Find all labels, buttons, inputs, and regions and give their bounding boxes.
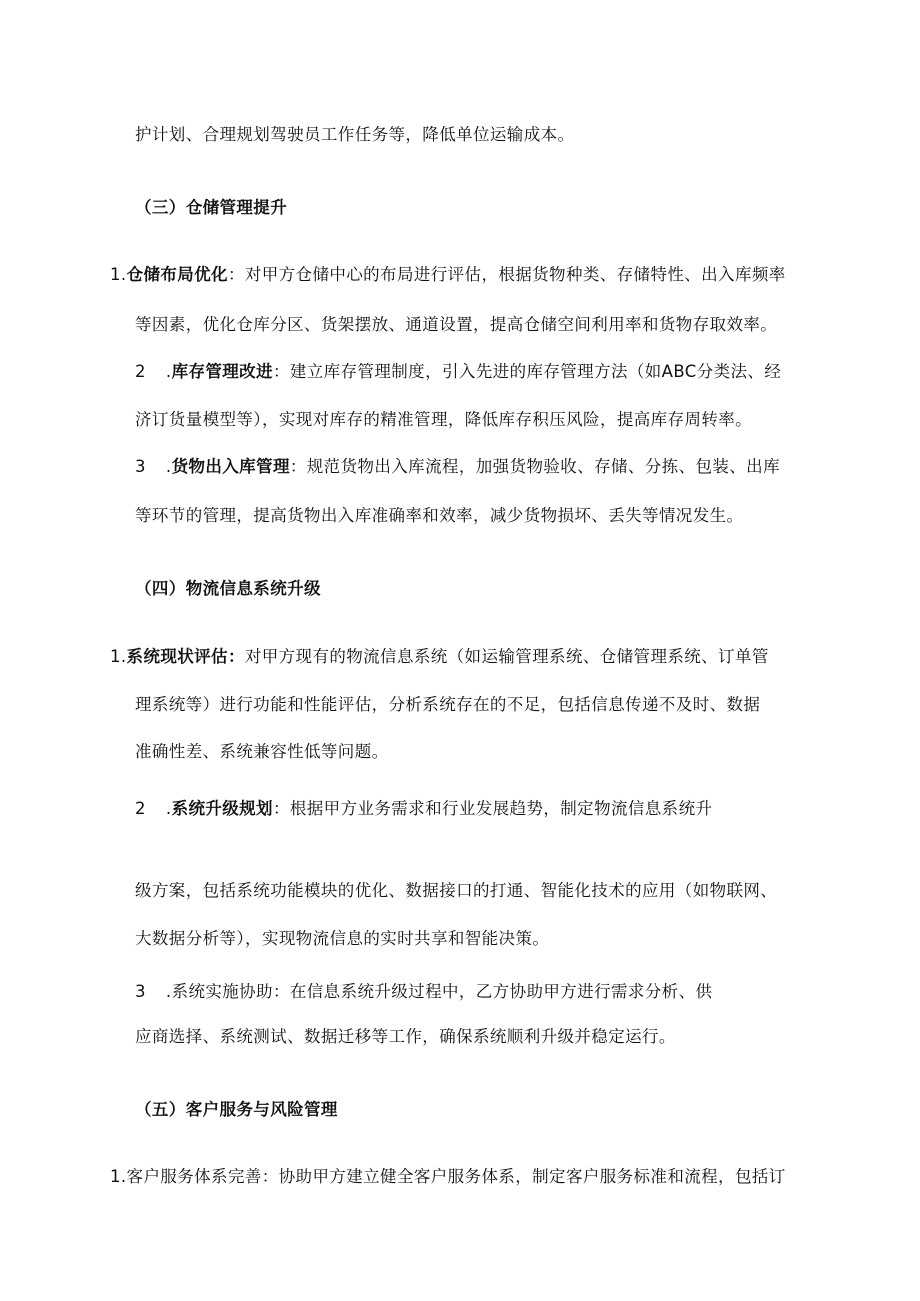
paragraph-line: 等因素，优化仓库分区、货架摆放、通道设置，提高仓储空间利用率和货物存取效率。	[135, 315, 778, 334]
item-number: 1.	[110, 647, 127, 666]
item-dot: .	[165, 799, 172, 818]
item-title: 系统实施协助：	[171, 982, 290, 1001]
list-item	[135, 981, 712, 1003]
section-heading: （四）物流信息系统升级	[135, 579, 321, 598]
item-number: 2	[135, 799, 146, 818]
list-item	[135, 361, 781, 383]
section-heading: （三）仓储管理提升	[135, 198, 288, 217]
list-item	[110, 646, 769, 668]
section-heading: （五）客户服务与风险管理	[135, 1100, 338, 1119]
item-text: 对甲方仓储中心的布局进行评估，根据货物种类、存储特性、出入库频率	[244, 265, 786, 284]
item-title: 货物出入库管理	[171, 457, 290, 476]
paragraph-line: 等环节的管理，提高货物出入库准确率和效率，减少货物损坏、丢失等情况发生。	[135, 506, 744, 525]
paragraph-line: 应商选择、系统测试、数据迁移等工作，确保系统顺利升级并稳定运行。	[135, 1027, 676, 1046]
item-text: 根据甲方业务需求和行业发展趋势，制定物流信息系统升	[289, 799, 713, 818]
list-item	[110, 264, 786, 286]
item-number: 1.	[110, 1167, 127, 1186]
item-title: 客户服务体系完善：	[126, 1167, 279, 1186]
item-number: 1.	[110, 265, 127, 284]
paragraph-line: 级方案，包括系统功能模块的优化、数据接口的打通、智能化技术的应用（如物联网、	[135, 881, 778, 900]
item-title: 系统升级规划	[171, 799, 273, 818]
item-title: 系统现状评估：	[126, 647, 245, 666]
paragraph-line: 济订货量模型等），实现对库存的精准管理，降低库存积压风险，提高库存周转率。	[135, 410, 753, 429]
paragraph-line: 大数据分析等），实现物流信息的实时共享和智能决策。	[135, 929, 550, 948]
item-separator: ：	[289, 457, 307, 476]
item-dot: .	[165, 362, 172, 381]
item-separator: ：	[227, 265, 245, 284]
item-text: 在信息系统升级过程中，乙方协助甲方进行需求分析、供	[289, 982, 713, 1001]
item-separator: ：	[272, 799, 290, 818]
paragraph-line: 护计划、合理规划驾驶员工作任务等，降低单位运输成本。	[135, 125, 575, 144]
paragraph-line: 准确性差、系统兼容性低等问题。	[135, 742, 389, 761]
item-separator: ：	[272, 362, 290, 381]
item-text: 协助甲方建立健全客户服务体系，制定客户服务标准和流程，包括订	[278, 1167, 786, 1186]
item-dot: .	[165, 982, 172, 1001]
item-title: 仓储布局优化	[126, 265, 228, 284]
item-text: 建立库存管理制度，引入先进的库存管理方法（如ABC分类法、经	[289, 362, 782, 381]
item-text: 对甲方现有的物流信息系统（如运输管理系统、仓储管理系统、订单管	[244, 647, 769, 666]
item-number: 3	[135, 457, 146, 476]
item-title: 库存管理改进	[171, 362, 273, 381]
paragraph-line: 理系统等）进行功能和性能评估，分析系统存在的不足，包括信息传递不及时、数据	[135, 695, 761, 714]
item-number: 3	[135, 982, 146, 1001]
item-dot: .	[165, 457, 172, 476]
list-item	[135, 456, 780, 478]
list-item	[110, 1166, 786, 1188]
list-item	[135, 798, 712, 820]
item-number: 2	[135, 362, 146, 381]
item-text: 规范货物出入库流程，加强货物验收、存储、分拣、包装、出库	[306, 457, 780, 476]
